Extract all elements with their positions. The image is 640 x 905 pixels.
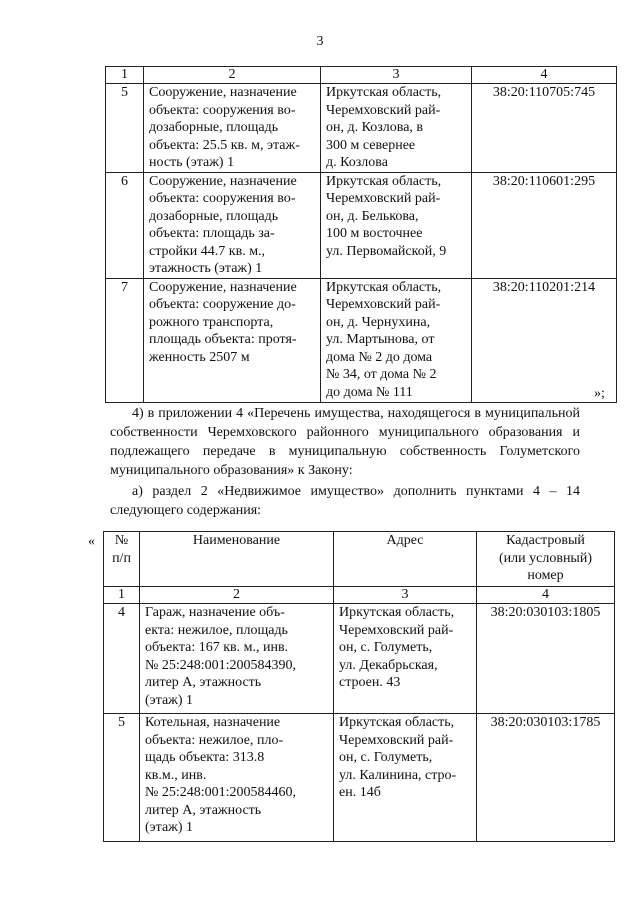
column-number: 3 [334, 587, 477, 604]
object-address: Иркутская область, Черемховский рай- он, д. Козлова, в 300 м севернее д. Козлова [321, 84, 472, 173]
column-number: 3 [321, 67, 472, 84]
object-name: Гараж, назначение объ- екта: нежилое, площадь объекта: 167 кв. м., инв. № 25:248:001:200584390, литер А, этажность (этаж) 1 [140, 604, 334, 714]
closing-quote-mark: »; [594, 386, 605, 401]
cadastral-number: 38:20:030103:1785 [477, 714, 615, 842]
object-address: Иркутская область, Черемховский рай- он, с. Голуметь, ул. Калинина, стро- ен. 14б [334, 714, 477, 842]
column-number: 2 [140, 587, 334, 604]
page-number: 3 [316, 34, 324, 49]
header-cadastral: Кадастровый (или условный) номер [477, 532, 615, 587]
row-number: 4 [104, 604, 140, 714]
cadastral-number: 38:20:110705:745 [472, 84, 617, 173]
header-address: Адрес [334, 532, 477, 587]
table-row [106, 172, 617, 278]
table-header [104, 532, 615, 587]
cadastral-number: 38:20:030103:1805 [477, 604, 615, 714]
header-name: Наименование [140, 532, 334, 587]
header-number: № п/п [104, 532, 140, 587]
table-column-numbers [106, 67, 617, 84]
table-row [104, 604, 615, 714]
object-address: Иркутская область, Черемховский рай- он, с. Голуметь, ул. Декабрьская, строен. 43 [334, 604, 477, 714]
table-row [106, 278, 617, 402]
column-number: 4 [472, 67, 617, 84]
cadastral-number: 38:20:110601:295 [472, 172, 617, 278]
object-name: Сооружение, назначение объекта: сооружение до- рожного транспорта, площадь объекта: протя- женность 2507 м [144, 278, 321, 402]
amendment-paragraph: 4) в приложении 4 «Перечень имущества, находящегося в муниципальной собственности Черемховского районного муниципального образования и подлежащего передаче в муниципальную собственность Голуметского муниципального образования» к Закону: [110, 406, 580, 478]
table-column-numbers [104, 587, 615, 604]
row-number: 6 [106, 172, 144, 278]
row-number: 7 [106, 278, 144, 402]
column-number: 4 [477, 587, 615, 604]
opening-quote-mark: « [88, 534, 95, 549]
property-table-new-items [103, 531, 615, 842]
row-number: 5 [104, 714, 140, 842]
object-address: Иркутская область, Черемховский рай- он, д. Чернухина, ул. Мартынова, от дома № 2 до дома № 34, от дома № 2 до дома № 111 [321, 278, 472, 402]
object-name: Сооружение, назначение объекта: сооружения во- дозаборные, площадь объекта: площадь за- стройки 44.7 кв. м., этажность (этаж) 1 [144, 172, 321, 278]
row-number: 5 [106, 84, 144, 173]
table-row [104, 714, 615, 842]
column-number: 1 [104, 587, 140, 604]
amendment-subparagraph: а) раздел 2 «Недвижимое имущество» дополнить пунктами 4 – 14 следующего содержания: [110, 484, 580, 518]
column-number: 1 [106, 67, 144, 84]
column-number: 2 [144, 67, 321, 84]
property-table-continued [105, 66, 617, 403]
table-row [106, 84, 617, 173]
cadastral-number: 38:20:110201:214 [472, 278, 617, 402]
object-name: Котельная, назначение объекта: нежилое, пло- щадь объекта: 313.8 кв.м., инв. № 25:248:001:200584460, литер А, этажность (этаж) 1 [140, 714, 334, 842]
object-address: Иркутская область, Черемховский рай- он, д. Белькова, 100 м восточнее ул. Первомайской, 9 [321, 172, 472, 278]
object-name: Сооружение, назначение объекта: сооружения во- дозаборные, площадь объекта: 25.5 кв. м, этаж- ность (этаж) 1 [144, 84, 321, 173]
